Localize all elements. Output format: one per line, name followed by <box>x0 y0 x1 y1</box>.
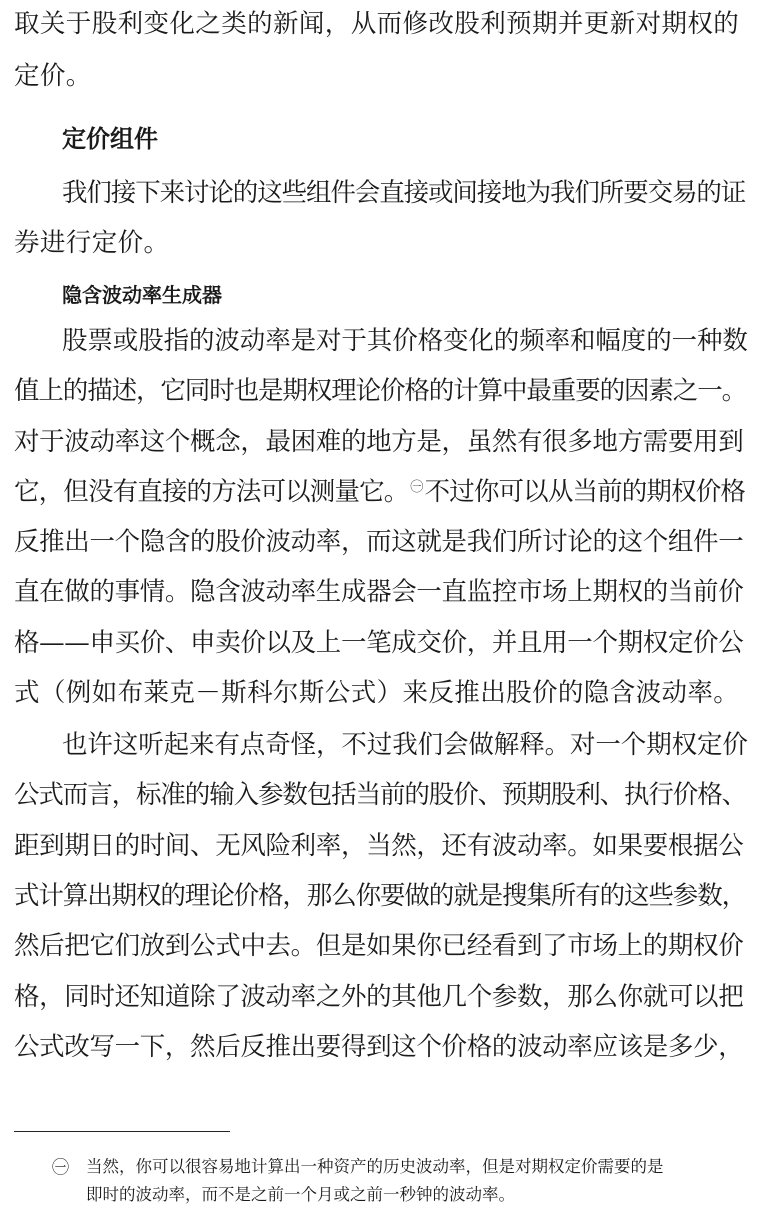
body-line: 取关于股利变化之类的新闻，从而修改股利预期并更新对期权的 <box>14 9 740 39</box>
body-text: 不过你可以从当前的期权价格 <box>424 477 746 507</box>
body-line: 距到期日的时间、无风险利率，当然，还有波动率。如果要根据公 <box>14 831 744 861</box>
footnote-divider <box>14 1131 230 1132</box>
footnote-line: 当然，你可以很容易地计算出一种资产的历史波动率，但是对期权定价需要的是 <box>86 1157 664 1176</box>
body-line: 也许这听起来有点奇怪，不过我们会做解释。对一个期权定价 <box>62 730 748 760</box>
body-line: 公式改写一下，然后反推出要得到这个价格的波动率应该是多少， <box>14 1032 744 1062</box>
footnote-line: 即时的波动率，而不是之前一个月或之前一秒钟的波动率。 <box>86 1185 515 1204</box>
body-text: 它，但没有直接的方法可以测量它。 <box>14 477 409 507</box>
body-line: 对于波动率这个概念，最困难的地方是，虽然有很多地方需要用到 <box>14 427 744 457</box>
body-line: 格——申买价、申卖价以及上一笔成交价，并且用一个期权定价公 <box>14 628 744 658</box>
footnote-marker: ㊀ <box>52 1158 69 1178</box>
section-heading: 定价组件 <box>62 125 158 153</box>
body-line: 直在做的事情。隐含波动率生成器会一直监控市场上期权的当前价 <box>14 577 744 607</box>
subsection-heading: 隐含波动率生成器 <box>62 283 222 307</box>
body-line: 反推出一个隐含的股价波动率，而这就是我们所讨论的这个组件一 <box>14 527 744 557</box>
body-line: 式（例如布莱克－斯科尔斯公式）来反推出股价的隐含波动率。 <box>14 678 740 708</box>
body-line: 值上的描述，它同时也是期权理论价格的计算中最重要的因素之一。 <box>14 376 747 406</box>
body-line: 券进行定价。 <box>14 228 170 258</box>
body-line: 式计算出期权的理论价格，那么你要做的就是搜集所有的这些参数， <box>14 881 747 911</box>
body-line: 公式而言，标准的输入参数包括当前的股价、预期股利、执行价格、 <box>14 780 747 810</box>
body-line: 格，同时还知道除了波动率之外的其他几个参数，那么你就可以把 <box>14 982 744 1012</box>
body-line: 然后把它们放到公式中去。但是如果你已经看到了市场上的期权价 <box>14 931 744 961</box>
body-line: 股票或股指的波动率是对于其价格变化的频率和幅度的一种数 <box>62 326 748 356</box>
body-line <box>14 474 745 510</box>
body-line: 我们接下来讨论的这些组件会直接或间接地为我们所要交易的证 <box>62 178 746 208</box>
body-line: 定价。 <box>14 61 92 91</box>
footnote-reference: ㊀ <box>410 479 423 495</box>
